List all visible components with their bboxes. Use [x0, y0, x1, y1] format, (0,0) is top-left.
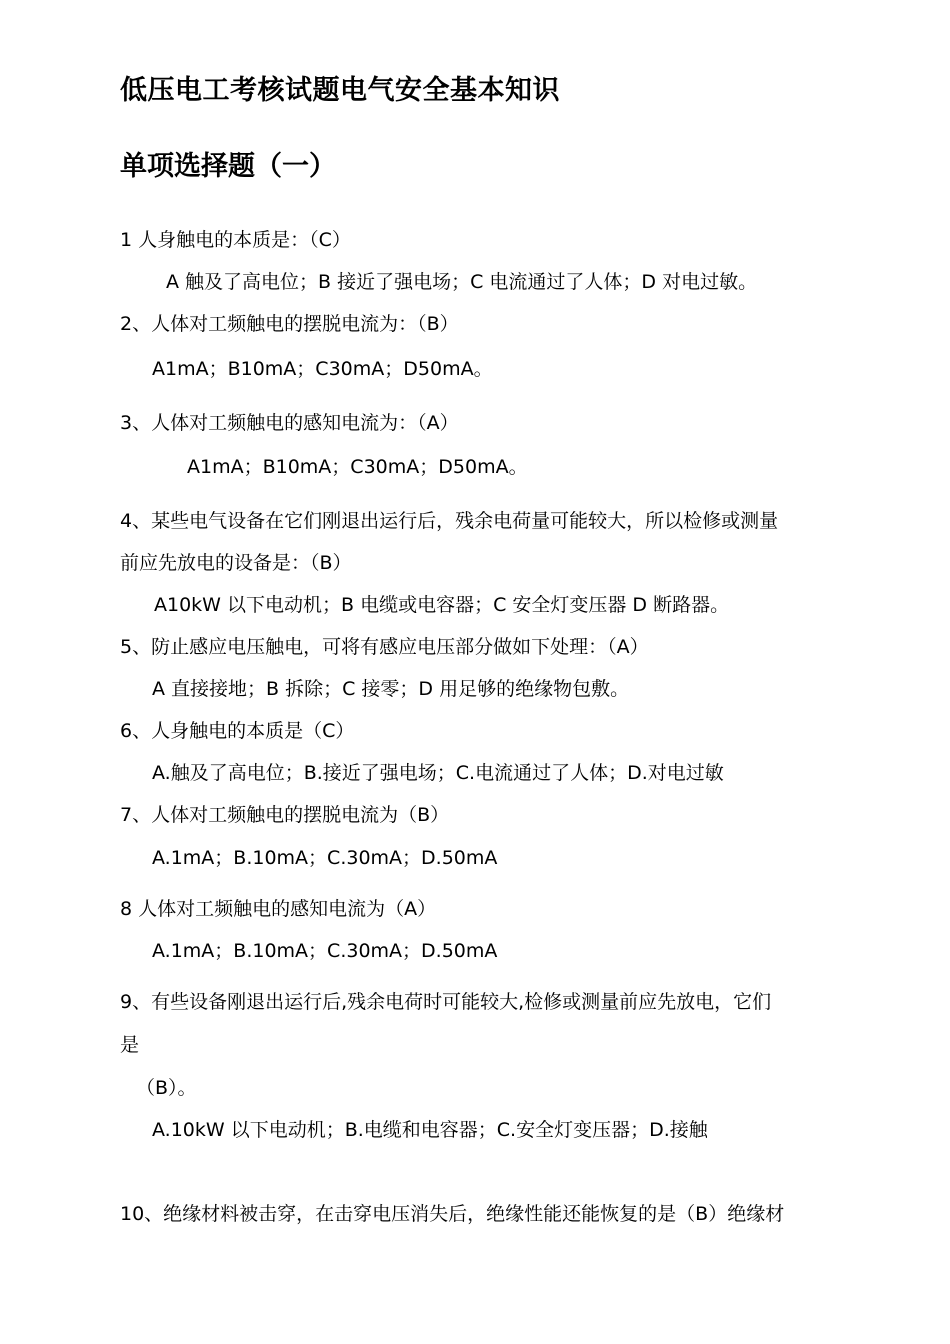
question-9-continuation: 是: [120, 1034, 140, 1056]
question-4-continuation: 前应先放电的设备是：（B）: [120, 552, 352, 574]
question-6-options: A.触及了高电位；B.接近了强电场；C.电流通过了人体；D.对电过敏: [152, 762, 724, 784]
question-8: 8 人体对工频触电的感知电流为（A）: [120, 898, 437, 920]
question-9-options: A.10kW 以下电动机；B.电缆和电容器；C.安全灯变压器；D.接触: [152, 1119, 708, 1141]
question-2: 2、人体对工频触电的摆脱电流为：（B）: [120, 313, 459, 335]
question-2-options: A1mA；B10mA；C30mA；D50mA。: [152, 358, 493, 380]
question-9-answer: （B）。: [136, 1077, 197, 1099]
question-10: 10、绝缘材料被击穿，在击穿电压消失后，绝缘性能还能恢复的是（B）绝缘材: [120, 1203, 785, 1225]
question-6: 6、人身触电的本质是（C）: [120, 720, 355, 742]
question-7-options: A.1mA；B.10mA；C.30mA；D.50mA: [152, 847, 498, 869]
question-1: 1 人身触电的本质是：（C）: [120, 229, 351, 251]
question-4-options: A10kW 以下电动机；B 电缆或电容器；C 安全灯变压器 D 断路器。: [154, 594, 730, 616]
question-4: 4、某些电气设备在它们刚退出运行后，残余电荷量可能较大，所以检修或测量: [120, 510, 779, 532]
question-9: 9、有些设备刚退出运行后,残余电荷时可能较大,检修或测量前应先放电，它们: [120, 991, 772, 1013]
question-8-options: A.1mA；B.10mA；C.30mA；D.50mA: [152, 940, 498, 962]
question-1-options: A 触及了高电位；B 接近了强电场；C 电流通过了人体；D 对电过敏。: [166, 271, 758, 293]
question-7: 7、人体对工频触电的摆脱电流为（B）: [120, 804, 450, 826]
document-title: 低压电工考核试题电气安全基本知识: [120, 75, 560, 106]
question-3-options: A1mA；B10mA；C30mA；D50mA。: [187, 456, 528, 478]
question-3: 3、人体对工频触电的感知电流为：（A）: [120, 412, 459, 434]
question-5-options: A 直接接地；B 拆除；C 接零；D 用足够的绝缘物包敷。: [152, 678, 630, 700]
section-title: 单项选择题（一）: [120, 151, 336, 182]
question-5: 5、防止感应电压触电，可将有感应电压部分做如下处理：（A）: [120, 636, 649, 658]
